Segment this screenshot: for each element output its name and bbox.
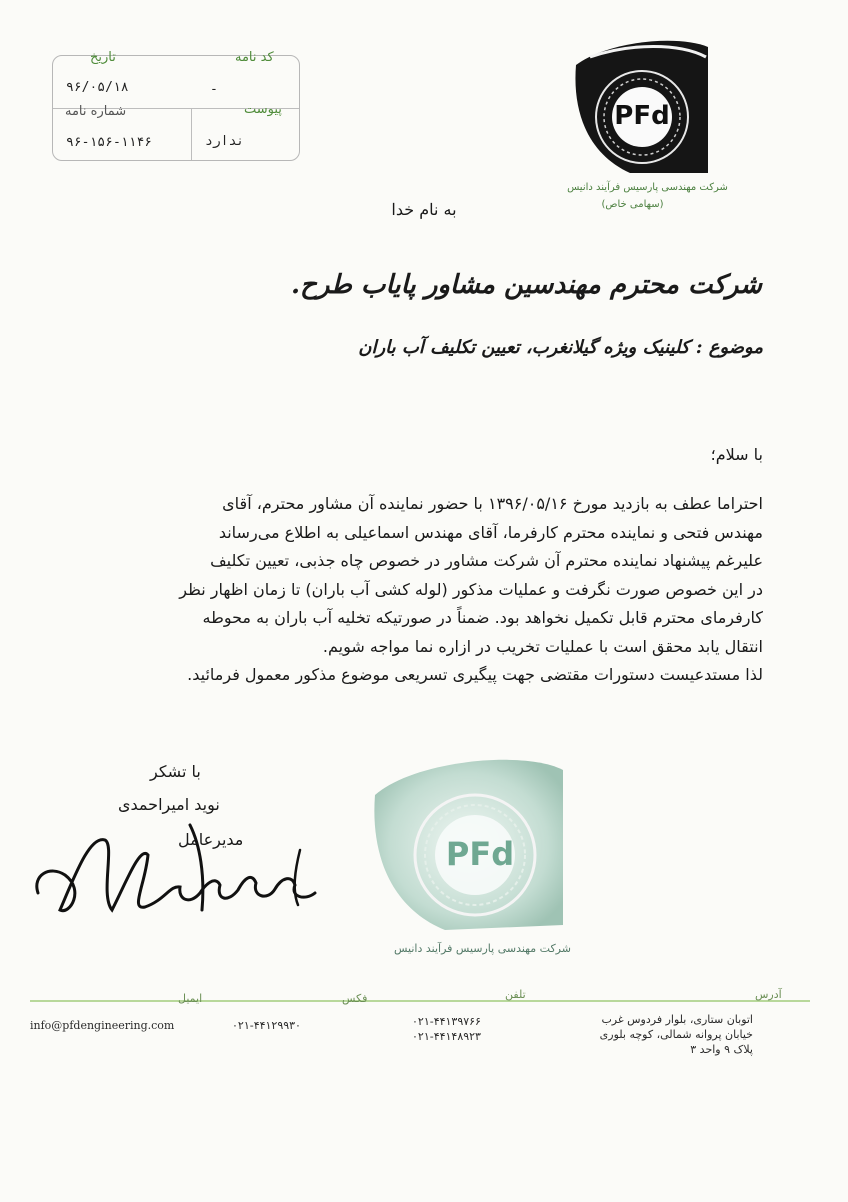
greeting: با سلام؛: [710, 445, 763, 464]
stamp-company-name: شرکت مهندسی پارسیس فرآیند دانیس: [394, 942, 571, 955]
stamp-mark-text: PFd: [445, 835, 515, 873]
company-type: (سهامی خاص): [601, 199, 664, 210]
body-line: کارفرمای محترم قابل تکمیل نخواهد بود. ضمناً در صورتیکه تخلیه آب باران به محوطه: [202, 608, 763, 627]
body-line: لذا مستدعیست دستورات مقتضی جهت پیگیری تسریعی موضوع مذکور معمول فرمائید.: [187, 665, 763, 684]
basmala-heading: به نام خدا: [391, 200, 457, 219]
company-logo: [570, 35, 712, 173]
attachment-label: پیوست: [244, 102, 282, 117]
body-line: انتقال یابد محقق است با عملیات تخریب در ازاره نما مواجه شویم.: [322, 636, 763, 656]
signature-graphic: [30, 815, 330, 930]
number-value: ۹۶-۱۵۶-۱۱۴۶: [66, 135, 153, 150]
addressee-line: شرکت محترم مهندسین مشاور پایاب طرح.: [291, 270, 762, 300]
logo-mark-text: PFd: [614, 101, 670, 131]
footer-address-line: خیابان پروانه شمالی، کوچه بلوری: [599, 1028, 753, 1041]
footer-divider: [30, 1000, 810, 1002]
code-label: کد نامه: [235, 50, 274, 65]
attachment-value: ندارد: [205, 134, 245, 149]
footer-fax: ۰۲۱-۴۴۱۲۹۹۳۰: [232, 1019, 301, 1032]
footer-phone-label: تلفن: [505, 988, 526, 1001]
footer-address-line: اتوبان ستاری، بلوار فردوس غرب: [601, 1013, 753, 1026]
box-divider-vertical: [191, 108, 192, 160]
number-label: شماره نامه: [65, 104, 127, 119]
footer-email[interactable]: info@pfdengineering.com: [30, 1019, 175, 1032]
closing-text: با تشکر: [150, 762, 201, 781]
body-line: علیرغم پیشنهاد نماینده محترم آن شرکت مشاور در خصوص چاه جذبی، تعیین تکلیف: [210, 551, 763, 570]
body-line: در این خصوص صورت نگرفت و عملیات مذکور (لوله کشی آب باران) تا زمان اظهار نظر: [179, 579, 763, 599]
date-label: تاریخ: [90, 50, 116, 65]
date-value: ۹۶/۰۵/۱۸: [66, 80, 129, 95]
footer-phone: ۰۲۱-۴۴۱۴۸۹۲۳: [412, 1030, 481, 1043]
footer-fax-label: فکس: [342, 992, 368, 1005]
code-value: -: [210, 82, 218, 97]
letter-body: [103, 490, 763, 690]
signer-name: نوید امیراحمدی: [118, 795, 220, 814]
body-line: احتراما عطف به بازدید مورخ ۱۳۹۶/۰۵/۱۶ با حضور نماینده آن مشاور محترم، آقای: [222, 494, 763, 513]
signer-title: مدیرعامل: [178, 830, 244, 849]
footer-email-label: ایمیل: [178, 992, 203, 1005]
company-name: شرکت مهندسی پارسیس فرآیند دانیس: [567, 182, 728, 193]
footer-address-line: پلاک ۹ واحد ۳: [690, 1043, 753, 1056]
footer-address-label: آدرس: [755, 988, 782, 1001]
subject-line: موضوع : کلینیک ویژه گیلانغرب، تعیین تکلیف آب باران: [358, 337, 763, 358]
body-line: مهندس فتحی و نماینده محترم کارفرما، آقای مهندس اسماعیلی به اطلاع می‌رساند: [218, 522, 763, 542]
footer-phone: ۰۲۱-۴۴۱۳۹۷۶۶: [412, 1015, 481, 1028]
